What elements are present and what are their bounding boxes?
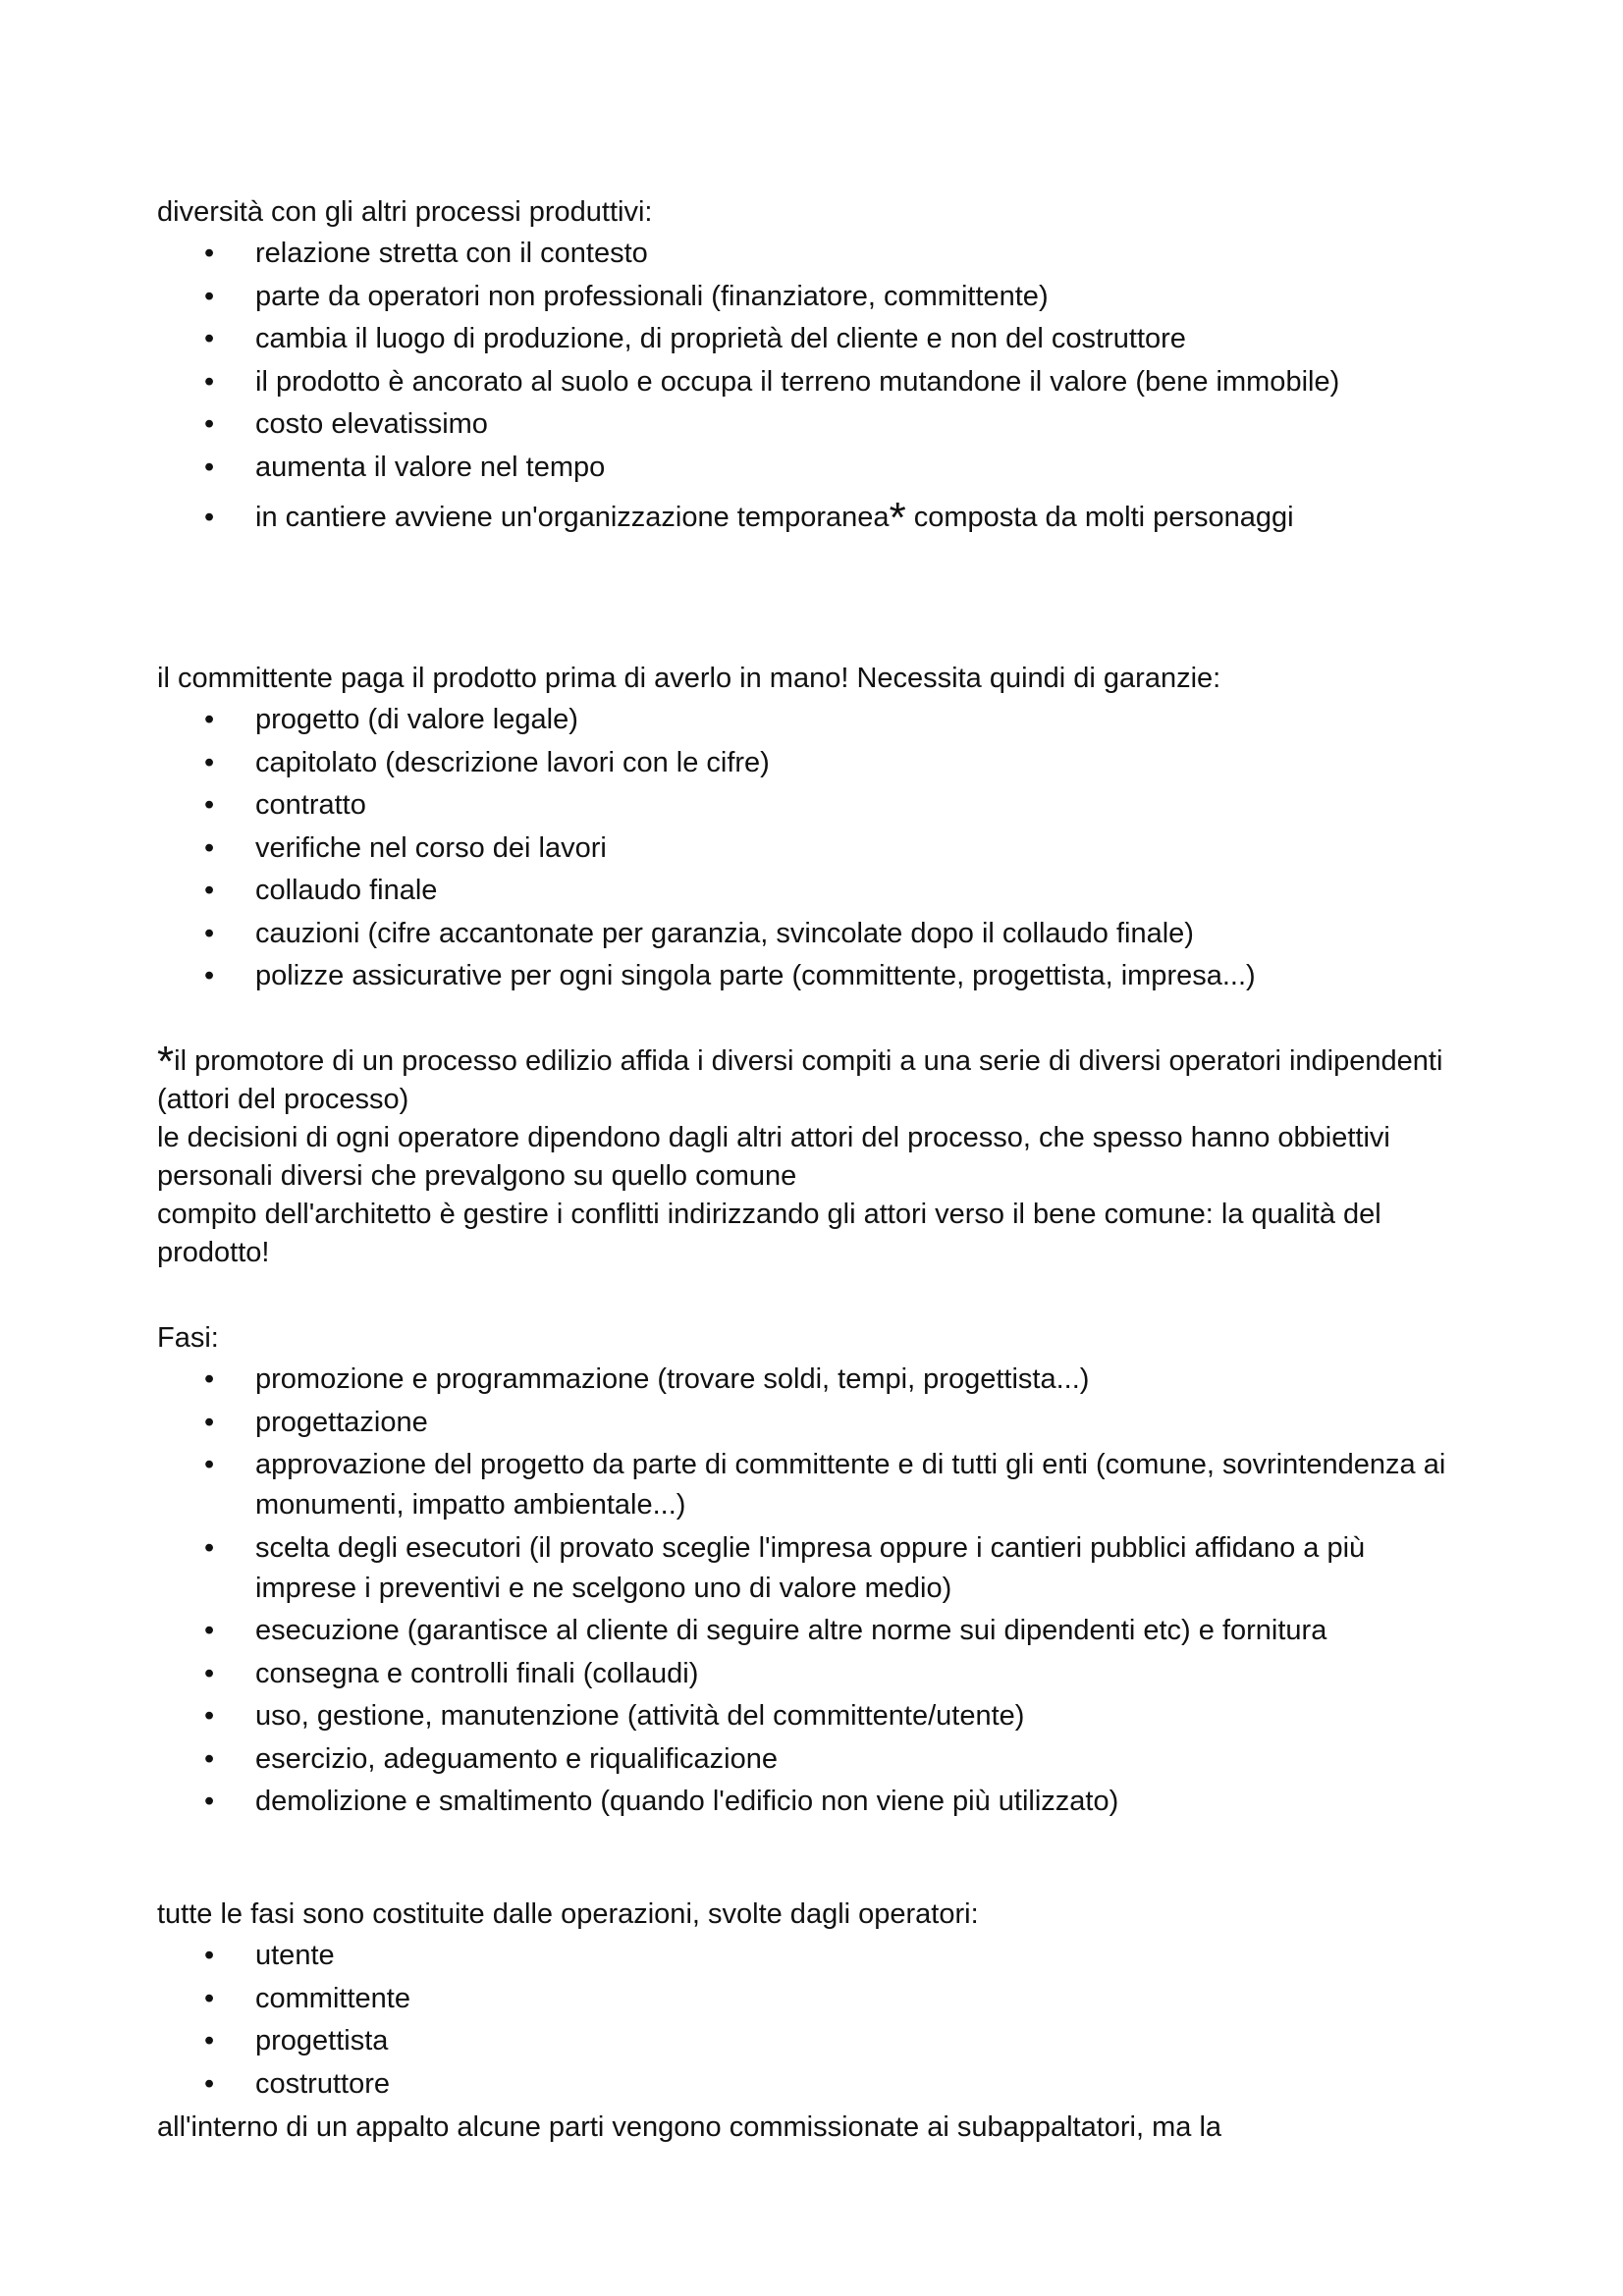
bullet-icon: • [204,1742,215,1775]
list-item [157,234,1473,274]
list-item-text: costo elevatissimo [255,408,488,440]
list-item-text: polizze assicurative per ogni singola parte (committente, progettista, impresa...) [255,960,1256,991]
bullet-icon: • [204,746,215,778]
paragraph: il committente paga il prodotto prima di averlo in mano! Necessita quindi di garanzie: [157,663,1221,694]
list-item [157,277,1473,317]
list-item-text: committente [255,1982,410,2014]
list-item-text: esecuzione (garantisce al cliente di seguire altre norme sui dipendenti etc) e fornitura [255,1615,1327,1646]
bullet-icon: • [204,408,215,440]
list-item-text: relazione stretta con il contesto [255,238,648,269]
list-item-text: capitolato (descrizione lavori con le cifre) [255,746,770,778]
bullet-icon: • [204,1786,215,1817]
list-item [157,404,1473,445]
list-item-text: progettazione [255,1406,428,1438]
bullet-icon: • [204,1615,215,1646]
bullet-icon: • [204,280,215,312]
list-item-text: costruttore [255,2067,390,2100]
list-item-text: approvazione del progetto da parte di committente e di tutti gli enti (comune, sovrintendenza ai monumenti, impatto ambientale...) [255,1449,1446,1521]
list-item-text: demolizione e smaltimento (quando l'edificio non viene più utilizzato) [255,1786,1119,1817]
paragraph: le decisioni di ogni operatore dipendono dagli altri attori del processo, che spesso hanno obbiettivi personali diversi che prevalgono su quello comune [157,1122,1390,1192]
bullet-icon: • [204,960,215,991]
bullet-icon: • [204,1700,215,1732]
list-item-text: il prodotto è ancorato al suolo e occupa il terreno mutandone il valore (bene immobile) [255,365,1340,398]
bullet-icon: • [204,831,215,864]
list-item [157,1979,1473,2019]
paragraph: diversità con gli altri processi produttivi: [157,196,653,228]
list-item [157,1528,1473,1609]
list-item-text: verifiche nel corso dei lavori [255,831,607,864]
list-item-text: utente [255,1940,335,1971]
list-item-text: uso, gestione, manutenzione (attività del committente/utente) [255,1700,1025,1732]
bullet-list [157,1936,1473,2105]
list-item [157,1782,1473,1822]
list-item-text: scelta degli esecutori (il provato sceglie l'impresa oppure i cantieri pubblici affidano a più imprese i preventivi e ne scelgono uno di valore medio) [255,1531,1366,1604]
bullet-icon: • [204,2067,215,2100]
section-block [157,1038,1473,1272]
bullet-icon: • [204,1940,215,1971]
section-block [157,191,1473,540]
bullet-icon: • [204,1982,215,2014]
bullet-icon: • [204,917,215,949]
bullet-icon: • [204,1449,215,1480]
list-item [157,743,1473,783]
bullet-icon: • [204,1531,215,1564]
list-item [157,828,1473,869]
list-item-text: cauzioni (cifre accantonate per garanzia, svincolate dopo il collaudo finale) [255,917,1194,949]
bullet-list [157,234,1473,542]
list-item-text: progettista [255,2025,389,2056]
asterisk-mark: * [889,493,906,542]
list-item [157,2064,1473,2105]
bullet-list [157,700,1473,996]
list-item-text: contratto [255,789,366,821]
bullet-icon: • [204,323,215,354]
list-item [157,1360,1473,1400]
list-item-text: collaudo finale [255,875,438,906]
list-item-text [255,493,1294,542]
bullet-icon: • [204,451,215,483]
list-item [157,319,1473,359]
list-item [157,362,1473,402]
bullet-icon: • [204,789,215,821]
list-item-text: promozione e programmazione (trovare soldi, tempi, progettista...) [255,1363,1090,1395]
bullet-icon: • [204,1406,215,1438]
list-item [157,1611,1473,1651]
list-item [157,871,1473,911]
list-item-text: cambia il luogo di produzione, di proprietà del cliente e non del costruttore [255,323,1186,354]
section-block [157,1317,1473,1825]
text: il promotore di un processo edilizio affida i diversi compiti a una serie di diversi operatori indipendenti (attori del processo) [157,1045,1443,1115]
text: composta da molti personaggi [905,501,1294,533]
bullet-list [157,1360,1473,1822]
bullet-icon: • [204,2025,215,2056]
paragraph: Fasi: [157,1322,219,1354]
bullet-icon: • [204,875,215,906]
list-item-text: consegna e controlli finali (collaudi) [255,1657,699,1689]
bullet-icon: • [204,365,215,398]
list-item [157,700,1473,740]
list-item-text: esercizio, adeguamento e riqualificazione [255,1742,778,1775]
asterisk-mark: * [157,1038,175,1086]
list-item [157,2021,1473,2061]
list-item [157,1739,1473,1780]
bullet-icon: • [204,238,215,269]
list-item-text: aumenta il valore nel tempo [255,451,606,483]
bullet-icon: • [204,501,215,533]
section-block [157,1894,1473,2149]
paragraph: all'interno di un appalto alcune parti vengono commissionate ai subappaltatori, ma la [157,2111,1222,2143]
list-item [157,914,1473,954]
list-item [157,448,1473,488]
list-item-text: parte da operatori non professionali (finanziatore, committente) [255,280,1049,312]
bullet-icon: • [204,1657,215,1689]
text: in cantiere avviene un'organizzazione temporanea [255,501,890,533]
paragraph [157,1038,1473,1119]
list-item [157,1696,1473,1736]
list-item [157,1445,1473,1525]
bullet-icon: • [204,1363,215,1395]
paragraph: tutte le fasi sono costituite dalle operazioni, svolte dagli operatori: [157,1898,979,1930]
bullet-icon: • [204,704,215,735]
paragraph: compito dell'architetto è gestire i conflitti indirizzando gli attori verso il bene comune: la qualità del prodotto! [157,1199,1381,1268]
list-item [157,1654,1473,1694]
list-item [157,1403,1473,1443]
list-item [157,1936,1473,1976]
section-block [157,658,1473,999]
list-item [157,785,1473,826]
list-item [157,956,1473,996]
list-item-text: progetto (di valore legale) [255,704,578,735]
list-item [157,493,1473,542]
